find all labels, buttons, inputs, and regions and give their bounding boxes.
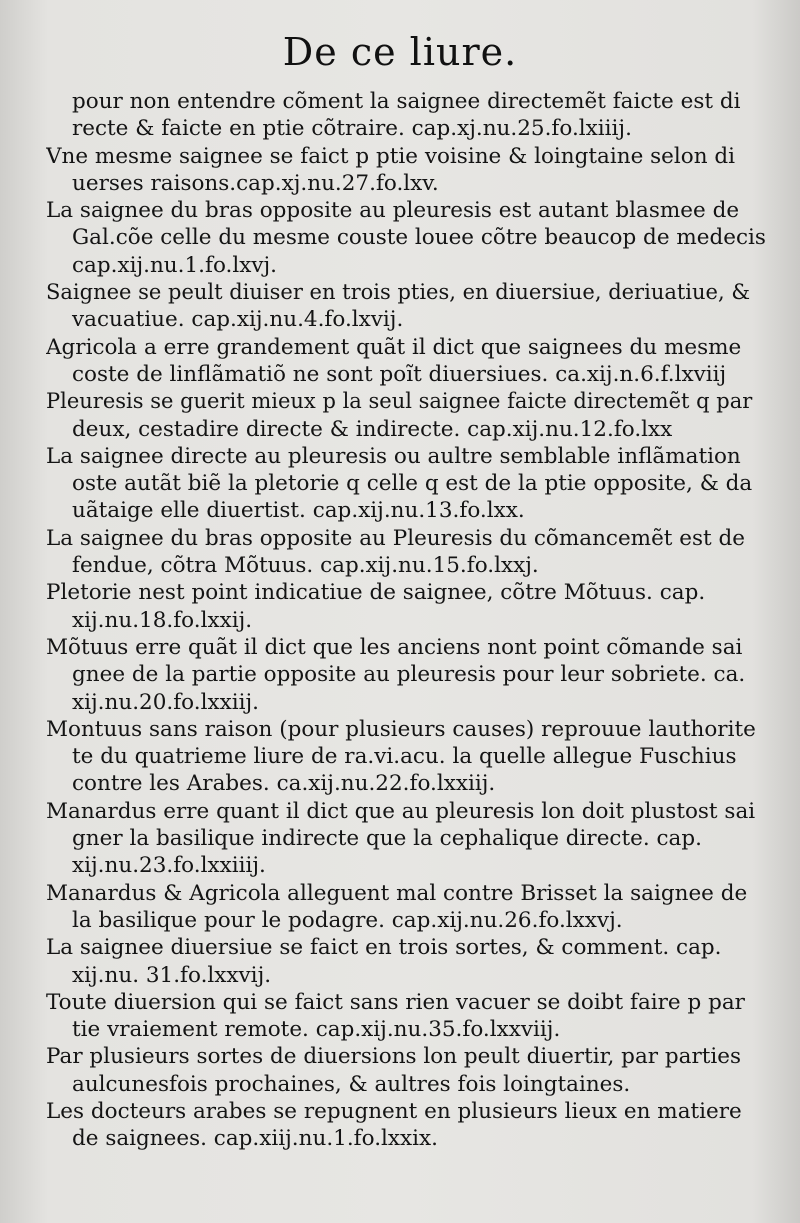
index-entry [46, 880, 766, 935]
entry-first-line: La saignee du bras opposite au pleuresis est autant blasmee de [46, 198, 740, 224]
entry-continuation-line: xij.nu.20.fo.lxxiij. [72, 689, 259, 715]
index-entry [46, 989, 766, 1044]
entry-continuation-line: aulcunesfois prochaines, & aultres fois loingtaines. [72, 1071, 631, 1097]
entry-first-line: Pleuresis se guerit mieux p la seul saignee faicte directemẽt q par [46, 389, 753, 414]
entry-first-line: Montuus sans raison (pour plusieurs causes) reprouue lauthorite [46, 716, 756, 742]
entry-continuation-line: uãtaige elle diuertist. cap.xij.nu.13.fo.lxx. [72, 498, 525, 524]
entry-first-line: Pletorie nest point indicatiue de saignee, cõtre Mõtuus. cap. [46, 580, 706, 606]
entry-first-line: Manardus & Agricola alleguent mal contre Brisset la saignee de [46, 880, 748, 906]
entry-continuation-line: cap.xij.nu.1.fo.lxvj. [72, 252, 278, 278]
entry-first-line: pour non entendre cõment la saignee directemẽt faicte est di [72, 89, 741, 114]
entry-first-line: Agricola a erre grandement quãt il dict que saignees du mesme [46, 334, 742, 360]
index-entries [46, 88, 766, 1153]
entry-continuation-line: la basilique pour le podagre. cap.xij.nu.26.fo.lxxvj. [72, 907, 623, 933]
entry-continuation-line: uerses raisons.cap.xj.nu.27.fo.lxv. [72, 170, 439, 196]
entry-continuation-line: contre les Arabes. ca.xij.nu.22.fo.lxxiij. [72, 771, 496, 797]
index-entry [46, 1043, 766, 1098]
entry-continuation-line: coste de linflãmatiõ ne sont poĩt diuersiues. ca.xij.n.6.f.lxviij [72, 361, 727, 387]
index-entry [46, 143, 766, 198]
entry-first-line: Saignee se peult diuiser en trois pties, en diuersiue, deriuatiue, & [46, 280, 751, 305]
entry-continuation-line: deux, cestadire directe & indirecte. cap.xij.nu.12.fo.lxx [72, 416, 673, 442]
index-entry [46, 388, 766, 443]
index-entry [46, 1098, 766, 1153]
index-entry [46, 279, 766, 334]
index-entry [46, 798, 766, 880]
entry-continuation-line: oste autãt biẽ la pletorie q celle q est de la ptie opposite, & da [72, 471, 753, 497]
entry-first-line: Manardus erre quant il dict que au pleuresis lon doit plustost sai [46, 798, 756, 824]
entry-continuation-line: xij.nu.18.fo.lxxij. [72, 607, 253, 633]
index-entry [46, 197, 766, 279]
index-entry [46, 525, 766, 580]
entry-continuation-line: gnee de la partie opposite au pleuresis pour leur sobriete. ca. [72, 662, 746, 688]
entry-continuation-line: vacuatiue. cap.xij.nu.4.fo.lxvij. [72, 307, 404, 333]
index-entry [46, 88, 766, 143]
entry-first-line: Par plusieurs sortes de diuersions lon peult diuertir, par parties [46, 1044, 742, 1070]
index-entry [46, 934, 766, 989]
entry-continuation-line: de saignees. cap.xiij.nu.1.fo.lxxix. [72, 1126, 439, 1152]
entry-first-line: Toute diuersion qui se faict sans rien vacuer se doibt faire p par [46, 989, 745, 1015]
index-entry [46, 579, 766, 634]
entry-continuation-line: te du quatrieme liure de ra.vi.acu. la quelle allegue Fuschius [72, 744, 737, 770]
page-heading: De ce liure. [282, 30, 518, 74]
entry-continuation-line: Gal.cõe celle du mesme couste louee cõtre beaucop de medecis [72, 225, 766, 251]
entry-first-line: La saignee diuersiue se faict en trois sortes, & comment. cap. [46, 935, 722, 961]
index-entry [46, 634, 766, 716]
entry-continuation-line: xij.nu.23.fo.lxxiiij. [72, 853, 266, 879]
entry-continuation-line: xij.nu. 31.fo.lxxvij. [72, 962, 272, 988]
index-entry [46, 716, 766, 798]
entry-first-line: Mõtuus erre quãt il dict que les anciens nont point cõmande sai [46, 634, 743, 660]
index-entry [46, 443, 766, 525]
entry-continuation-line: tie vraiement remote. cap.xij.nu.35.fo.lxxviij. [72, 1017, 561, 1043]
index-entry [46, 334, 766, 389]
entry-continuation-line: fendue, cõtra Mõtuus. cap.xij.nu.15.fo.lxxj. [72, 553, 539, 579]
entry-first-line: Les docteurs arabes se repugnent en plusieurs lieux en matiere [46, 1098, 742, 1124]
entry-continuation-line: gner la basilique indirecte que la cephalique directe. cap. [72, 826, 702, 852]
entry-first-line: La saignee directe au pleuresis ou aultre semblable inflãmation [46, 443, 741, 469]
entry-first-line: Vne mesme saignee se faict p ptie voisine & loingtaine selon di [46, 143, 736, 169]
entry-continuation-line: recte & faicte en ptie cõtraire. cap.xj.nu.25.fo.lxiiij. [72, 116, 632, 142]
entry-first-line: La saignee du bras opposite au Pleuresis du cõmancemẽt est de [46, 525, 745, 551]
